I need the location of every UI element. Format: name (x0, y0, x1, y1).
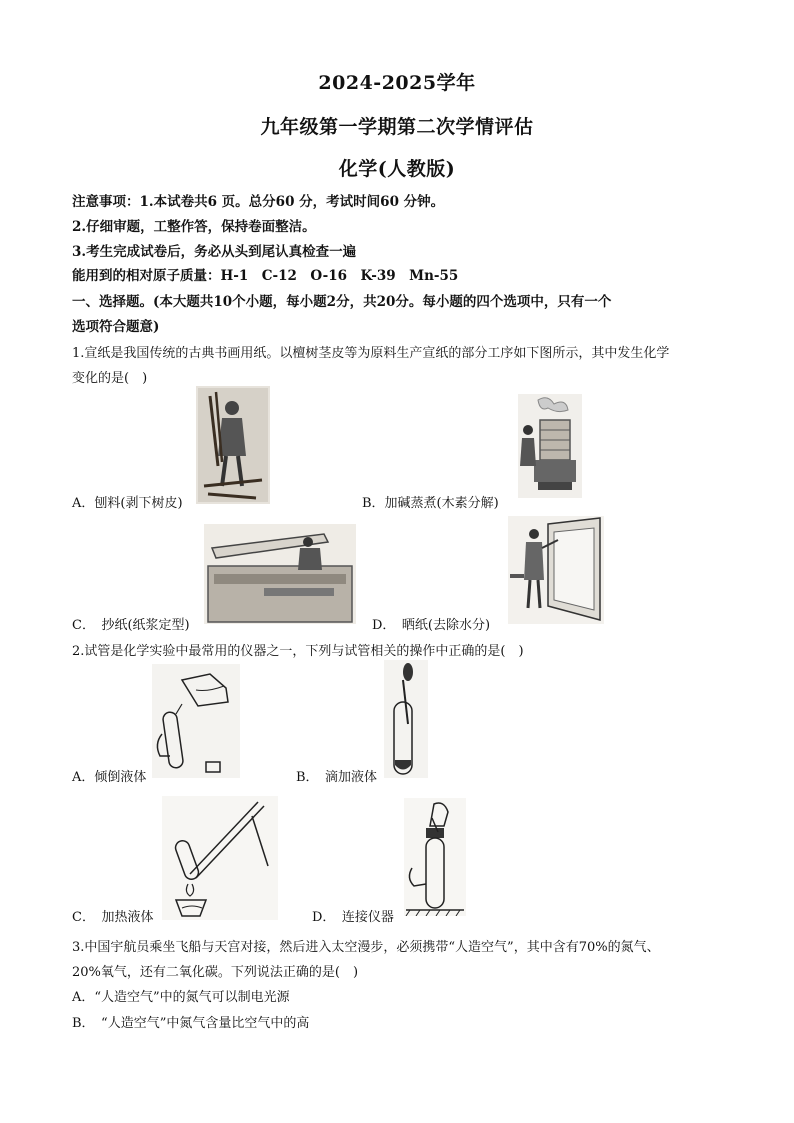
q3-option-a[interactable]: A．“人造空气”中的氮气可以制电光源 (72, 990, 290, 1005)
q3-stem-line-1: 3.中国宇航员乘坐飞船与天宫对接，然后进入太空漫步，必须携带“人造空气”，其中含有70%的氮气、 (72, 940, 660, 955)
q1-stem-line-1: 1.宣纸是我国传统的古典书画用纸。以檀树茎皮等为原料生产宣纸的部分工序如下图所示，其中发生化学 (72, 346, 670, 361)
q2-figure-d-connecting-apparatus (404, 798, 466, 916)
q2-figure-b-dropping-liquid (384, 660, 428, 778)
subject-title: 化学(人教版) (338, 158, 456, 180)
q1-figure-d-drying-paper (508, 516, 604, 624)
exam-year: 2024-2025学年 (318, 72, 476, 94)
q3-stem-line-2: 20%氧气，还有二氧化碳。下列说法正确的是( ) (72, 965, 359, 980)
notes-line-3: 3.考生完成试卷后，务必从头到尾认真检查一遍 (72, 244, 357, 260)
atomic-mass-line: 能用到的相对原子质量：H-1 C-12 O-16 K-39 Mn-55 (72, 268, 459, 284)
notes-line-1: 注意事项：1.本试卷共6 页。总分60 分，考试时间60 分钟。 (72, 194, 445, 210)
q1-figure-b-alkali-steaming (518, 394, 582, 498)
q1-figure-a-peeling-bark (196, 386, 270, 504)
q1-stem-line-2: 变化的是( ) (72, 371, 148, 386)
q2-option-a[interactable]: A．倾倒液体 (72, 770, 147, 785)
q3-option-b[interactable]: B． “人造空气”中氮气含量比空气中的高 (72, 1016, 310, 1031)
q2-stem: 2.试管是化学实验中最常用的仪器之一，下列与试管相关的操作中正确的是( ) (72, 644, 524, 659)
q1-option-b[interactable]: B．加碱蒸煮(木素分解) (362, 496, 499, 511)
q2-option-b[interactable]: B． 滴加液体 (296, 770, 378, 785)
exam-title: 九年级第一学期第二次学情评估 (260, 116, 534, 138)
notes-line-2: 2.仔细审题，工整作答，保持卷面整洁。 (72, 219, 316, 235)
q1-figure-c-paper-making (204, 524, 356, 624)
section-heading-line-1: 一、选择题。(本大题共10个小题，每小题2分，共20分。每小题的四个选项中，只有一个 (72, 294, 612, 310)
q2-figure-c-heating-liquid (162, 796, 278, 920)
q2-option-c[interactable]: C． 加热液体 (72, 910, 154, 925)
section-heading-line-2: 选项符合题意) (72, 319, 160, 335)
q1-option-a[interactable]: A．刨料(剥下树皮) (72, 496, 183, 511)
q2-figure-a-pouring-liquid (152, 664, 240, 778)
q1-option-c[interactable]: C． 抄纸(纸浆定型) (72, 618, 190, 633)
q2-option-d[interactable]: D． 连接仪器 (312, 910, 394, 925)
q1-option-d[interactable]: D． 晒纸(去除水分) (372, 618, 491, 633)
